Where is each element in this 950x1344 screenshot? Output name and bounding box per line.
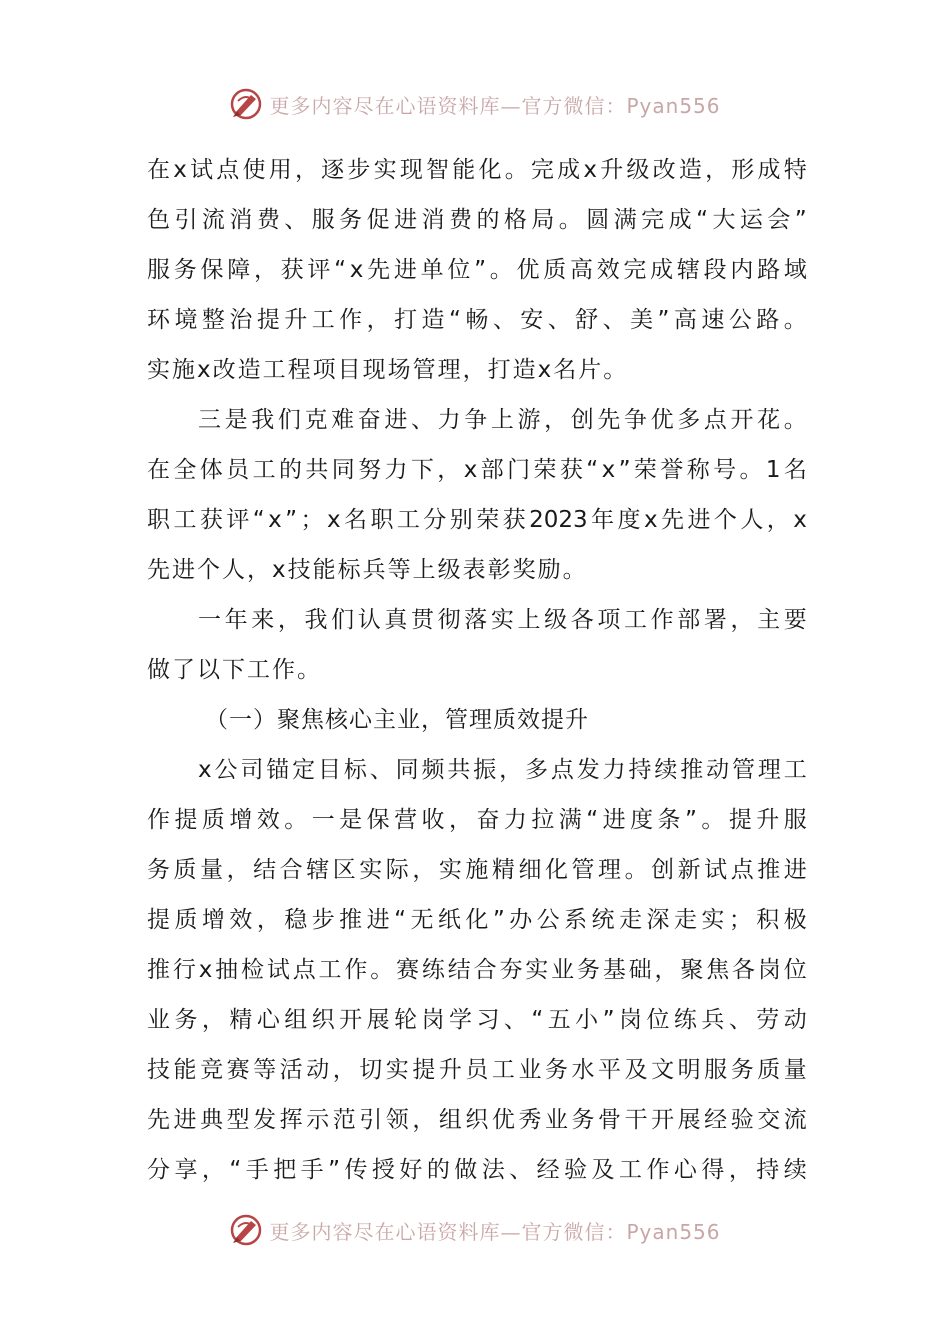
body-line: 服 务 保 障 ， 获 评 “ x 先 进 单 位 ” 。 优 质 高 效 完 成 辖 段 内 路 域 xyxy=(147,257,807,283)
pen-logo-icon xyxy=(229,87,263,121)
watermark-banner-bottom xyxy=(0,1208,950,1252)
watermark-text: 更多内容尽在心语资料库—官方微信：Pyan556 xyxy=(269,1219,721,1244)
section-heading: （一）聚焦核心主业，管理质效提升 xyxy=(205,707,589,733)
body-line: 推 行 x 抽 检 试 点 工 作 。 赛 练 结 合 夯 实 业 务 基 础 ， 聚 焦 各 岗 位 xyxy=(147,957,807,983)
body-line: 作 提 质 增 效 。 一 是 保 营 收 ， 奋 力 拉 满 “ 进 度 条 ” 。 提 升 服 xyxy=(147,807,807,833)
body-line: 在 全 体 员 工 的 共 同 努 力 下 ， x 部 门 荣 获 “ x ” 荣 誉 称 号 。 1 名 xyxy=(147,457,807,483)
watermark-banner-top xyxy=(0,82,950,126)
body-line: 环 境 整 治 提 升 工 作 ， 打 造 “ 畅 、 安 、 舒 、 美 ” 高 速 公 路 。 xyxy=(147,307,807,333)
body-line: 三 是 我 们 克 难 奋 进 、 力 争 上 游 ， 创 先 争 优 多 点 开 花 。 xyxy=(198,407,807,433)
body-line: 提 质 增 效 ， 稳 步 推 进 “ 无 纸 化 ” 办 公 系 统 走 深 走 实 ； 积 极 xyxy=(147,907,807,933)
body-line: 业 务 ， 精 心 组 织 开 展 轮 岗 学 习 、 “ 五 小 ” 岗 位 练 兵 、 劳 动 xyxy=(147,1007,807,1033)
body-line: 一 年 来 ， 我 们 认 真 贯 彻 落 实 上 级 各 项 工 作 部 署 ， 主 要 xyxy=(198,607,807,633)
watermark-text: 更多内容尽在心语资料库—官方微信：Pyan556 xyxy=(269,93,721,118)
body-line: 务 质 量 ， 结 合 辖 区 实 际 ， 实 施 精 细 化 管 理 。 创 新 试 点 推 进 xyxy=(147,857,807,883)
body-line: 先进个人，x技能标兵等上级表彰奖励。 xyxy=(147,557,588,583)
body-line: x 公 司 锚 定 目 标 、 同 频 共 振 ， 多 点 发 力 持 续 推 动 管 理 工 xyxy=(198,757,807,783)
body-line: 分 享 ， “ 手 把 手 ” 传 授 好 的 做 法 、 经 验 及 工 作 心 得 ， 持 续 xyxy=(147,1157,807,1183)
pen-logo-icon xyxy=(229,1213,263,1247)
body-line: 在 x 试 点 使 用 ， 逐 步 实 现 智 能 化 。 完 成 x 升 级 改 造 ， 形 成 特 xyxy=(147,157,807,183)
document-body xyxy=(147,145,807,1195)
body-line: 技 能 竞 赛 等 活 动 ， 切 实 提 升 员 工 业 务 水 平 及 文 明 服 务 质 量 xyxy=(147,1057,807,1083)
body-line: 做了以下工作。 xyxy=(147,657,322,683)
body-line: 实施x改造工程项目现场管理，打造x名片。 xyxy=(147,357,629,383)
body-line: 职 工 获 评 “ x ” ； x 名 职 工 分 别 荣 获 2023 年 度 x 先 进 个 人 ， x xyxy=(147,507,807,533)
body-line: 色 引 流 消 费 、 服 务 促 进 消 费 的 格 局 。 圆 满 完 成 “ 大 运 会 ” xyxy=(147,207,807,233)
body-line: 先 进 典 型 发 挥 示 范 引 领 ， 组 织 优 秀 业 务 骨 干 开 展 经 验 交 流 xyxy=(147,1107,807,1133)
